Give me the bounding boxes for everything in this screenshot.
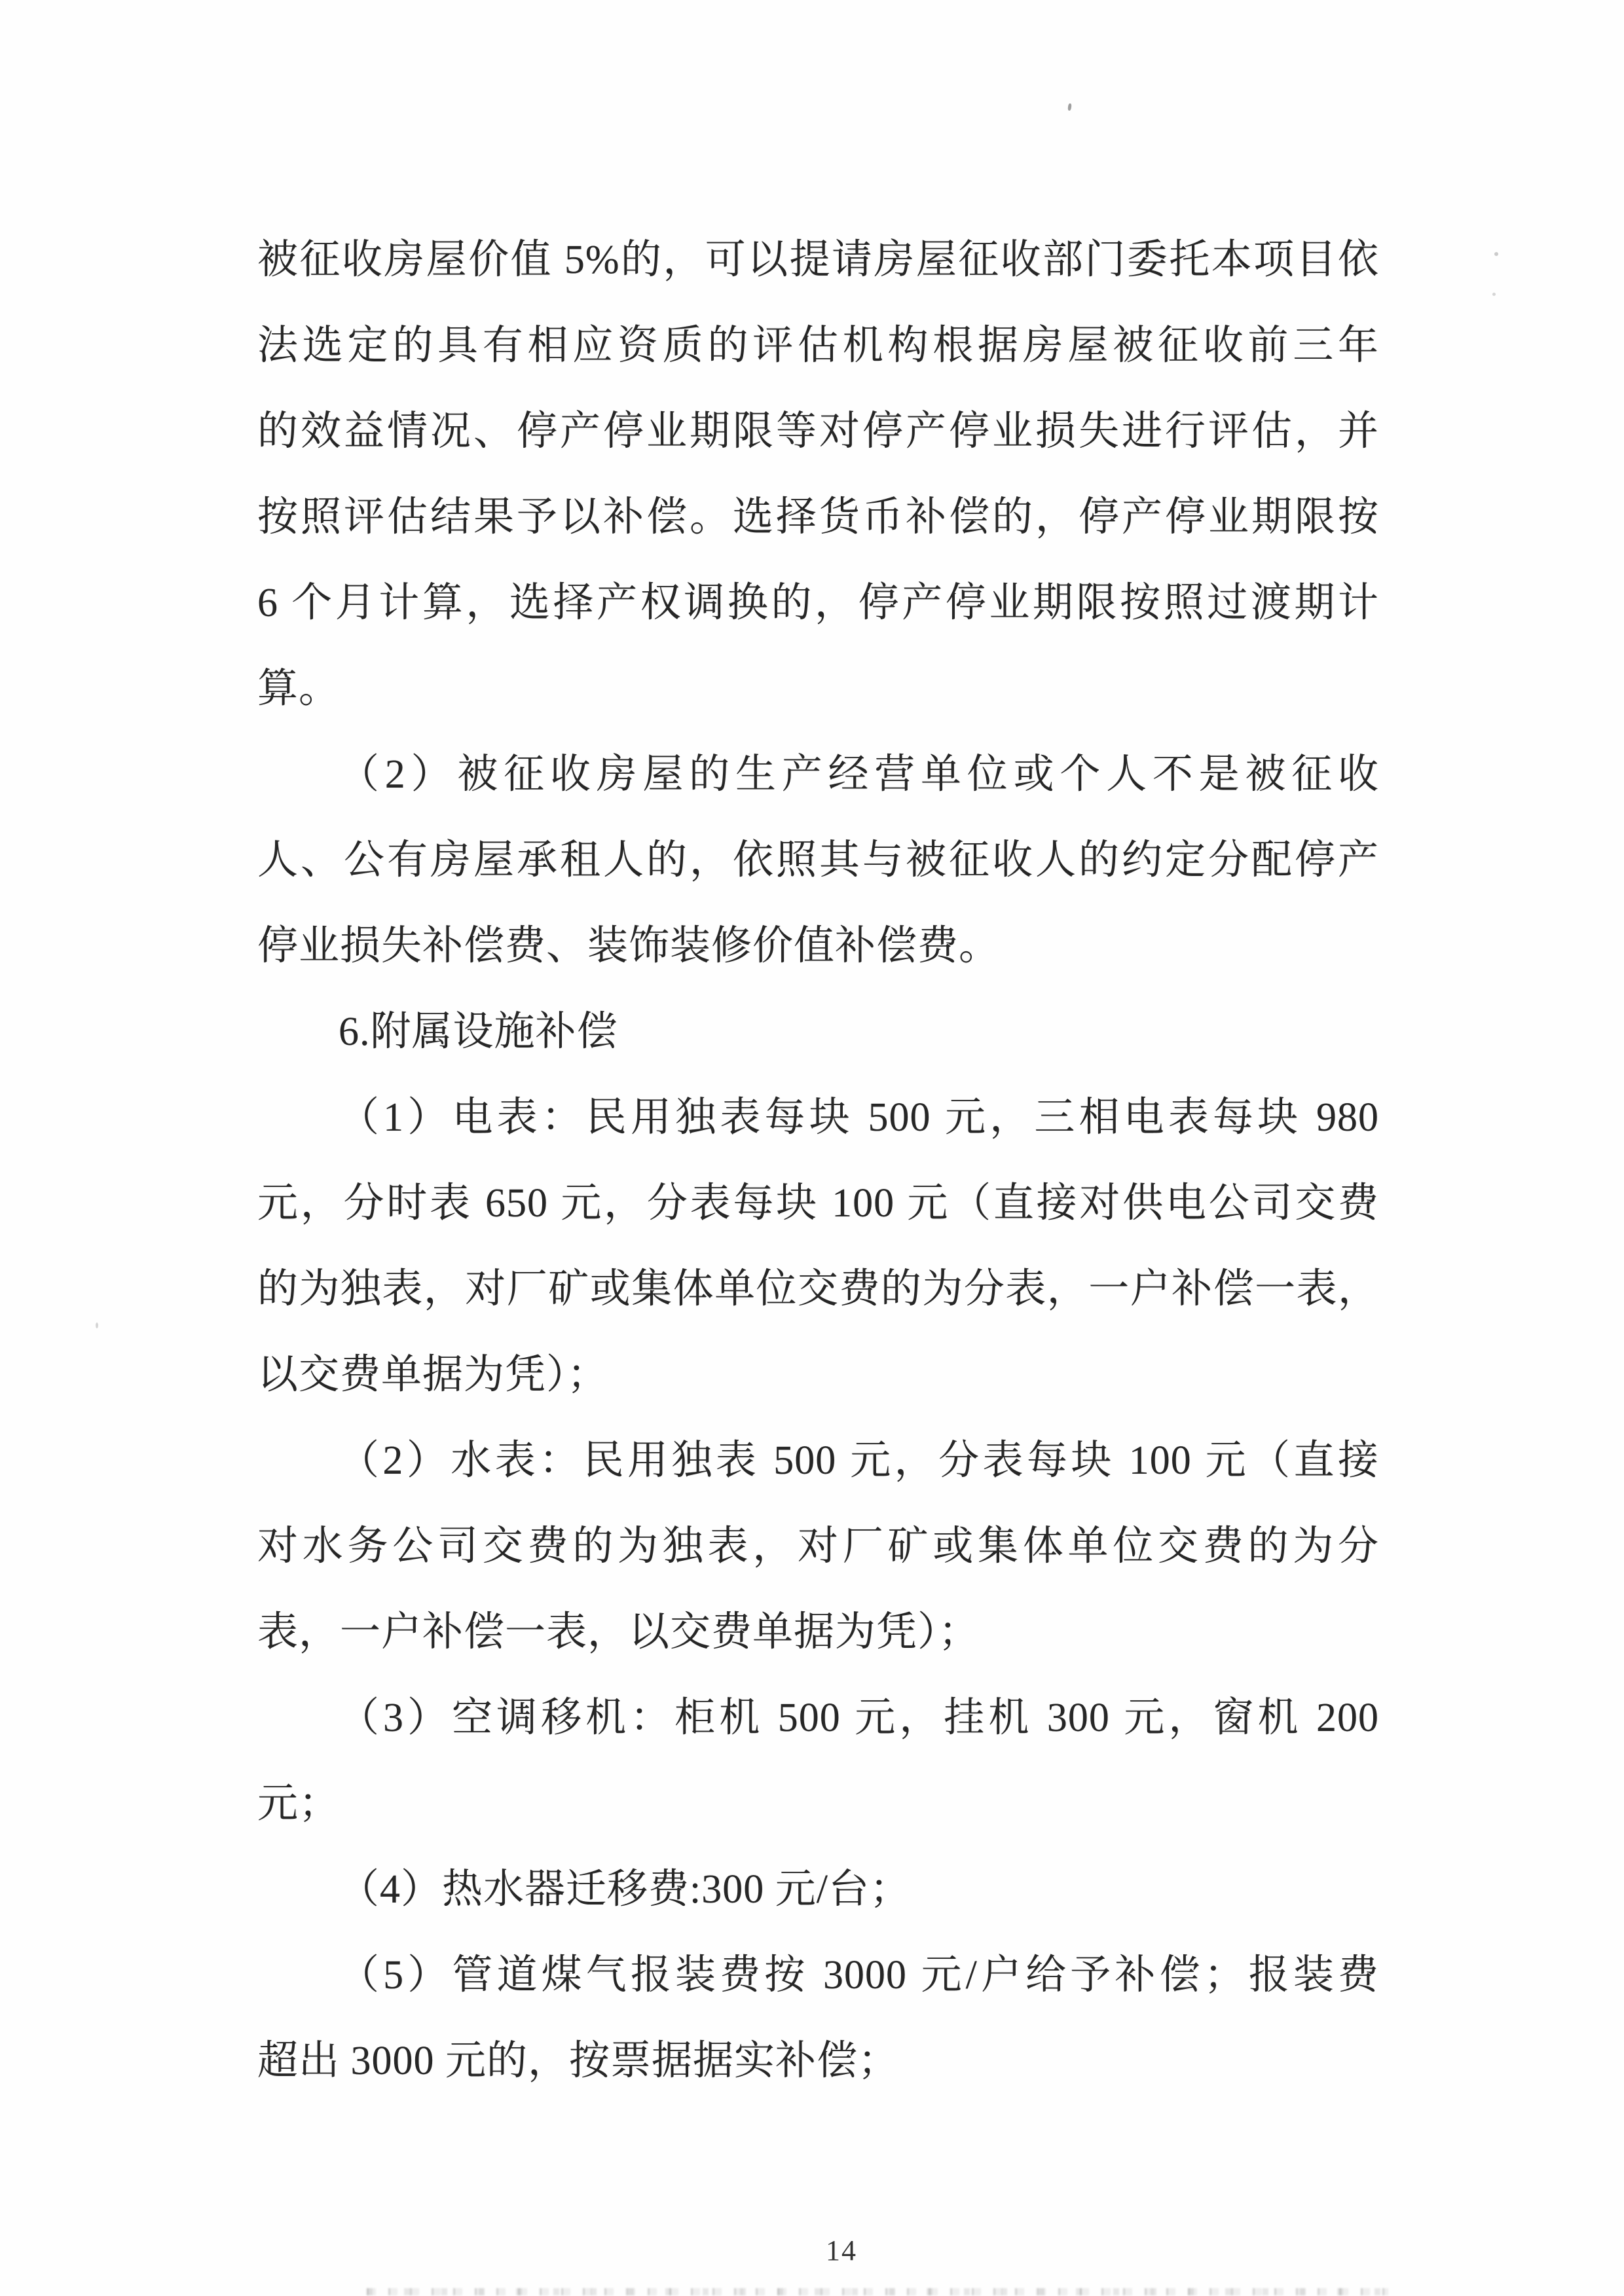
text-line: 人、公有房屋承租人的，依照其与被征收人的约定分配停产 (257, 838, 1379, 883)
text-line: 被征收房屋价值 5%的，可以提请房屋征收部门委托本项目依 (257, 238, 1379, 282)
text-line: 元，分时表 650 元，分表每块 100 元（直接对供电公司交费 (257, 1181, 1379, 1226)
text-line: 表，一户补偿一表，以交费单据为凭）； (257, 1610, 980, 1654)
text-line: 停业损失补偿费、装饰装修价值补偿费。 (257, 924, 1001, 968)
text-line: 的效益情况、停产停业期限等对停产停业损失进行评估，并 (257, 409, 1379, 454)
bleed-through-artifact (367, 2288, 1388, 2295)
text-line: （5）管道煤气报装费按 3000 元/户给予补偿；报装费 (339, 1953, 1379, 1997)
text-line: （4）热水器迁移费:300 元/台； (339, 1867, 911, 1912)
text-line: 元； (257, 1781, 341, 1826)
text-line: （2）被征收房屋的生产经营单位或个人不是被征收 (339, 752, 1379, 797)
text-line: （2）水表：民用独表 500 元，分表每块 100 元（直接 (339, 1438, 1379, 1483)
text-line: 6 个月计算，选择产权调换的，停产停业期限按照过渡期计 (257, 581, 1379, 625)
text-line: 以交费单据为凭）； (257, 1353, 609, 1397)
text-line: （3）空调移机：柜机 500 元，挂机 300 元，窗机 200 (339, 1696, 1379, 1740)
text-line: 的为独表，对厂矿或集体单位交费的为分表，一户补偿一表， (257, 1267, 1379, 1311)
scan-speck (1067, 103, 1071, 111)
scan-speck (1492, 293, 1496, 296)
text-line: 法选定的具有相应资质的评估机构根据房屋被征收前三年 (257, 323, 1379, 368)
scan-speck (96, 1322, 98, 1328)
page-number: 14 (826, 2234, 857, 2267)
text-line: 6.附属设施补偿 (339, 1010, 618, 1054)
page-body (257, 217, 1379, 2104)
text-line: 超出 3000 元的，按票据据实补偿； (257, 2039, 900, 2083)
text-line: 对水务公司交费的为独表，对厂矿或集体单位交费的为分 (257, 1524, 1379, 1569)
scan-speck (1494, 252, 1498, 256)
text-line: （1）电表：民用独表每块 500 元，三相电表每块 980 (339, 1095, 1379, 1140)
text-line: 算。 (257, 666, 341, 711)
text-line: 按照评估结果予以补偿。选择货币补偿的，停产停业期限按 (257, 495, 1379, 539)
